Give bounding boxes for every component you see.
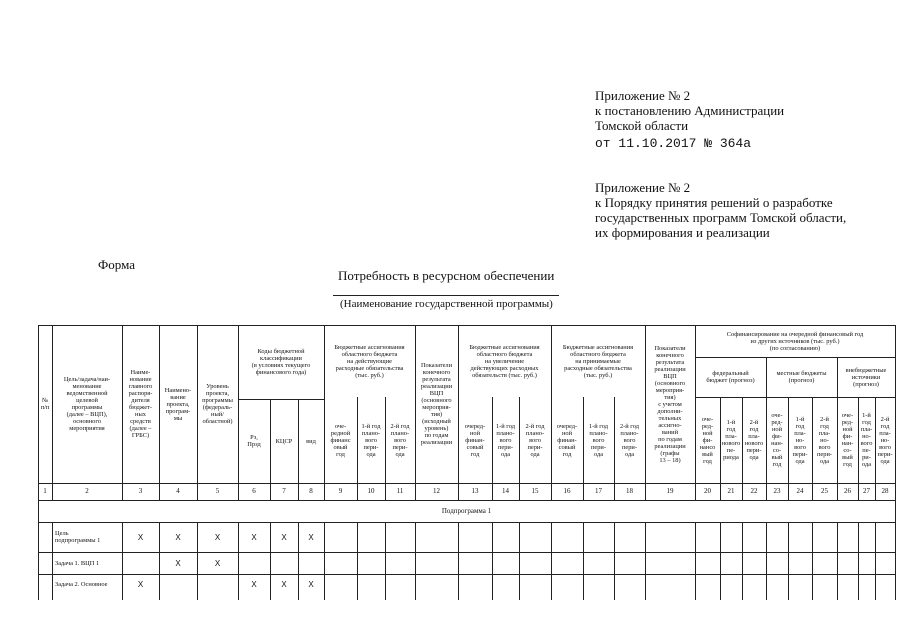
table-rule bbox=[645, 522, 646, 600]
table-rule bbox=[858, 522, 859, 600]
col-header-vid: вид bbox=[306, 437, 316, 445]
table-rule bbox=[357, 522, 358, 600]
table-rule bbox=[324, 522, 325, 600]
col-number: 15 bbox=[531, 487, 539, 495]
table-rule bbox=[812, 522, 813, 600]
col-header-extra-year-2: 2-й год пла- но- вого пери- ода bbox=[877, 415, 893, 465]
table-rule bbox=[415, 522, 416, 600]
mark-x: X bbox=[137, 579, 144, 589]
table-rule bbox=[458, 522, 459, 600]
mark-x bbox=[197, 574, 238, 594]
col-number: 24 bbox=[796, 487, 804, 495]
col-header-goal: Цель/задача/наи- менование ведомственной целевой программы (далее – ВЦП), основного мероприятия bbox=[63, 376, 111, 432]
col-number: 22 bbox=[750, 487, 758, 495]
table-rule bbox=[385, 522, 386, 600]
col-number: 11 bbox=[396, 487, 404, 495]
col-header-local-year-1: 1-й год пла- но- вого пери- ода bbox=[792, 415, 808, 465]
col-number: 10 bbox=[367, 487, 375, 495]
col-number: 6 bbox=[252, 487, 256, 495]
col-number: 27 bbox=[863, 487, 870, 495]
mark-x: X bbox=[308, 532, 314, 542]
mark-x: X bbox=[175, 558, 181, 568]
col-header-federal: федеральный бюджет (прогноз) bbox=[706, 370, 755, 384]
col-header-federal-year-1: 1-й год пла- нового пе- риода bbox=[721, 419, 741, 461]
col-number: 16 bbox=[563, 487, 571, 495]
table-rule bbox=[583, 522, 584, 600]
mark-x: X bbox=[281, 532, 287, 542]
col-number: 2 bbox=[85, 487, 89, 495]
table-rule bbox=[788, 522, 789, 600]
col-header-budget-codes: Коды бюджетной классификации (в условиях текущего финансового года) bbox=[251, 348, 311, 376]
col-header-extra-year-1: 1-й год пла- но- вого пе- ри- ода bbox=[860, 412, 873, 468]
col-number: 14 bbox=[502, 487, 509, 495]
decree-region-line: Томской области bbox=[595, 118, 689, 133]
mark-x: X bbox=[175, 532, 181, 542]
mark-x: X bbox=[281, 579, 287, 589]
col-header-new-year-1: 1-й год планo- вого пери- ода bbox=[588, 422, 609, 458]
decree-appendix-line: Приложение № 2 bbox=[595, 88, 691, 103]
table-rule bbox=[837, 522, 838, 600]
col-header-grbs: Наиме- нование главного распоря- дителя бюджет- ных средств (далее – ГРБС) bbox=[128, 369, 153, 439]
col-header-ba-new: Бюджетные ассигнования областного бюджета на принимаемые расходные обязательства (тыс. руб.) bbox=[562, 343, 634, 379]
col-number: 17 bbox=[595, 487, 602, 495]
table-rule bbox=[614, 522, 615, 600]
mark-x: X bbox=[137, 532, 144, 542]
mark-x bbox=[159, 574, 197, 594]
col-number: 7 bbox=[282, 487, 286, 495]
mark-x: X bbox=[214, 558, 221, 568]
col-header-local: местные бюджеты (прогноз) bbox=[776, 370, 827, 384]
col-header-existing-year-2: 2-й год плано- вого пери- ода bbox=[390, 422, 410, 458]
col-header-ba-increase: Бюджетные ассигнования областного бюджета на увеличение действующих расходных обязательств (тыс. руб.) bbox=[469, 343, 540, 379]
col-number: 9 bbox=[338, 487, 343, 495]
mark-x bbox=[122, 552, 159, 574]
col-header-kcsr: КЦСР bbox=[275, 437, 293, 445]
table-rule bbox=[742, 522, 743, 600]
col-number: 28 bbox=[881, 487, 889, 495]
col-header-new-year-2: 2-й год плано- вого пери- ода bbox=[619, 422, 640, 458]
col-number: 18 bbox=[626, 487, 633, 495]
table-rule bbox=[875, 522, 876, 600]
col-number: 25 bbox=[821, 487, 828, 495]
col-header-federal-year-2: 2-й год пла- нового пери- ода bbox=[744, 419, 764, 461]
mark-x: X bbox=[214, 532, 221, 542]
procedure-formation-line: их формирования и реализации bbox=[595, 225, 770, 240]
row-name-goal: Цель подпрограммы 1 bbox=[55, 530, 101, 544]
col-header-federal-current-year: оче- ред- ной фи- нансо вый год bbox=[699, 415, 716, 465]
table-rule bbox=[695, 522, 696, 600]
col-header-number: № п/п bbox=[40, 397, 50, 411]
col-number: 13 bbox=[471, 487, 479, 495]
table-rule bbox=[766, 522, 767, 600]
mark-x bbox=[270, 552, 298, 574]
mark-x: X bbox=[308, 579, 314, 589]
mark-x: X bbox=[251, 579, 257, 589]
row-name-task-2: Задача 2. Основное bbox=[55, 580, 108, 588]
col-header-existing-year-1: 1-й год планo- вого пери- ода bbox=[361, 422, 381, 458]
program-name-caption: (Наименование государственной программы) bbox=[340, 298, 553, 310]
col-number: 8 bbox=[309, 487, 313, 495]
table-rule bbox=[720, 522, 721, 600]
col-number: 26 bbox=[844, 487, 851, 495]
form-title: Потребность в ресурсном обеспечении bbox=[338, 268, 555, 283]
row-name-task-1: Задача 1. ВЦП 1 bbox=[55, 559, 100, 567]
table-rule bbox=[895, 325, 896, 600]
col-number: 4 bbox=[176, 487, 180, 495]
col-number: 23 bbox=[773, 487, 781, 495]
mark-x: X bbox=[251, 532, 257, 542]
col-header-increase-current-year: очеред- ной финан- совый год bbox=[464, 422, 486, 458]
col-header-new-current-year: очеред- ной финан- совый год bbox=[556, 422, 578, 458]
col-number: 12 bbox=[433, 487, 440, 495]
col-header-rz: Рз, Прзд bbox=[247, 434, 261, 448]
col-header-level: Уровень проекта, программы (федераль- ный/ областной) bbox=[202, 383, 233, 425]
mark-x bbox=[298, 552, 324, 574]
col-header-local-current-year: оче- ред- ной фи- нан- со- вый год bbox=[771, 412, 783, 468]
col-header-increase-year-2: 2-й год плано- вого пери- ода bbox=[525, 422, 545, 458]
col-header-increase-year-1: 1-й год плано- вого пери- ода bbox=[495, 422, 516, 458]
col-number: 20 bbox=[704, 487, 711, 495]
form-label: Форма bbox=[98, 257, 135, 272]
col-number: 19 bbox=[666, 487, 674, 495]
procedure-programs-line: государственных программ Томской области, bbox=[595, 210, 847, 225]
col-number: 1 bbox=[43, 487, 47, 495]
col-header-project: Наимено- вание проекта, програм- мы bbox=[164, 386, 192, 422]
col-header-local-year-2: 2-й год пла- но- вого пери- ода bbox=[817, 415, 832, 465]
procedure-appendix-line: Приложение № 2 bbox=[595, 180, 691, 195]
subprogram-row: Подпрограмма 1 bbox=[441, 506, 492, 515]
table-rule bbox=[551, 522, 552, 600]
col-header-existing-current-year: оче- редной финанс овый год bbox=[330, 422, 351, 458]
decree-date-line: от 11.10.2017 № 364а bbox=[595, 136, 752, 151]
table-rule bbox=[519, 522, 520, 600]
col-header-indicator-initial: Показатели конечного результата реализации ВЦП (основного мероприя- тия) (исходный уровень) по годам реализации bbox=[420, 362, 453, 446]
col-header-cofinancing: Софинансирование на очередной финансовый год из других источников (тыс. руб.) (по согласованию) bbox=[726, 330, 864, 352]
col-number: 3 bbox=[138, 487, 143, 495]
col-header-ba-existing: Бюджетные ассигнования областного бюджета на действующие расходные обязательства (тыс. руб.) bbox=[334, 343, 405, 379]
table-rule bbox=[492, 522, 493, 600]
col-number: 5 bbox=[215, 487, 220, 495]
col-header-indicator-full: Показатели конечного результата реализации ВЦП (основного мероприя- тия) с учетом дополни- тельных ассигно- ваний по годам реализации (графы 13 – 18) bbox=[654, 344, 686, 464]
procedure-ref-line: к Порядку принятия решений о разработке bbox=[595, 195, 833, 210]
col-header-extrabudgetary: внебюджетные источники (прогноз) bbox=[845, 366, 887, 388]
col-number: 21 bbox=[727, 487, 735, 495]
decree-ref-line: к постановлению Администрации bbox=[595, 103, 785, 118]
mark-x bbox=[238, 552, 270, 574]
col-header-extra-current-year: оче- ред- ной фи- нан- со- вый год bbox=[841, 412, 854, 468]
